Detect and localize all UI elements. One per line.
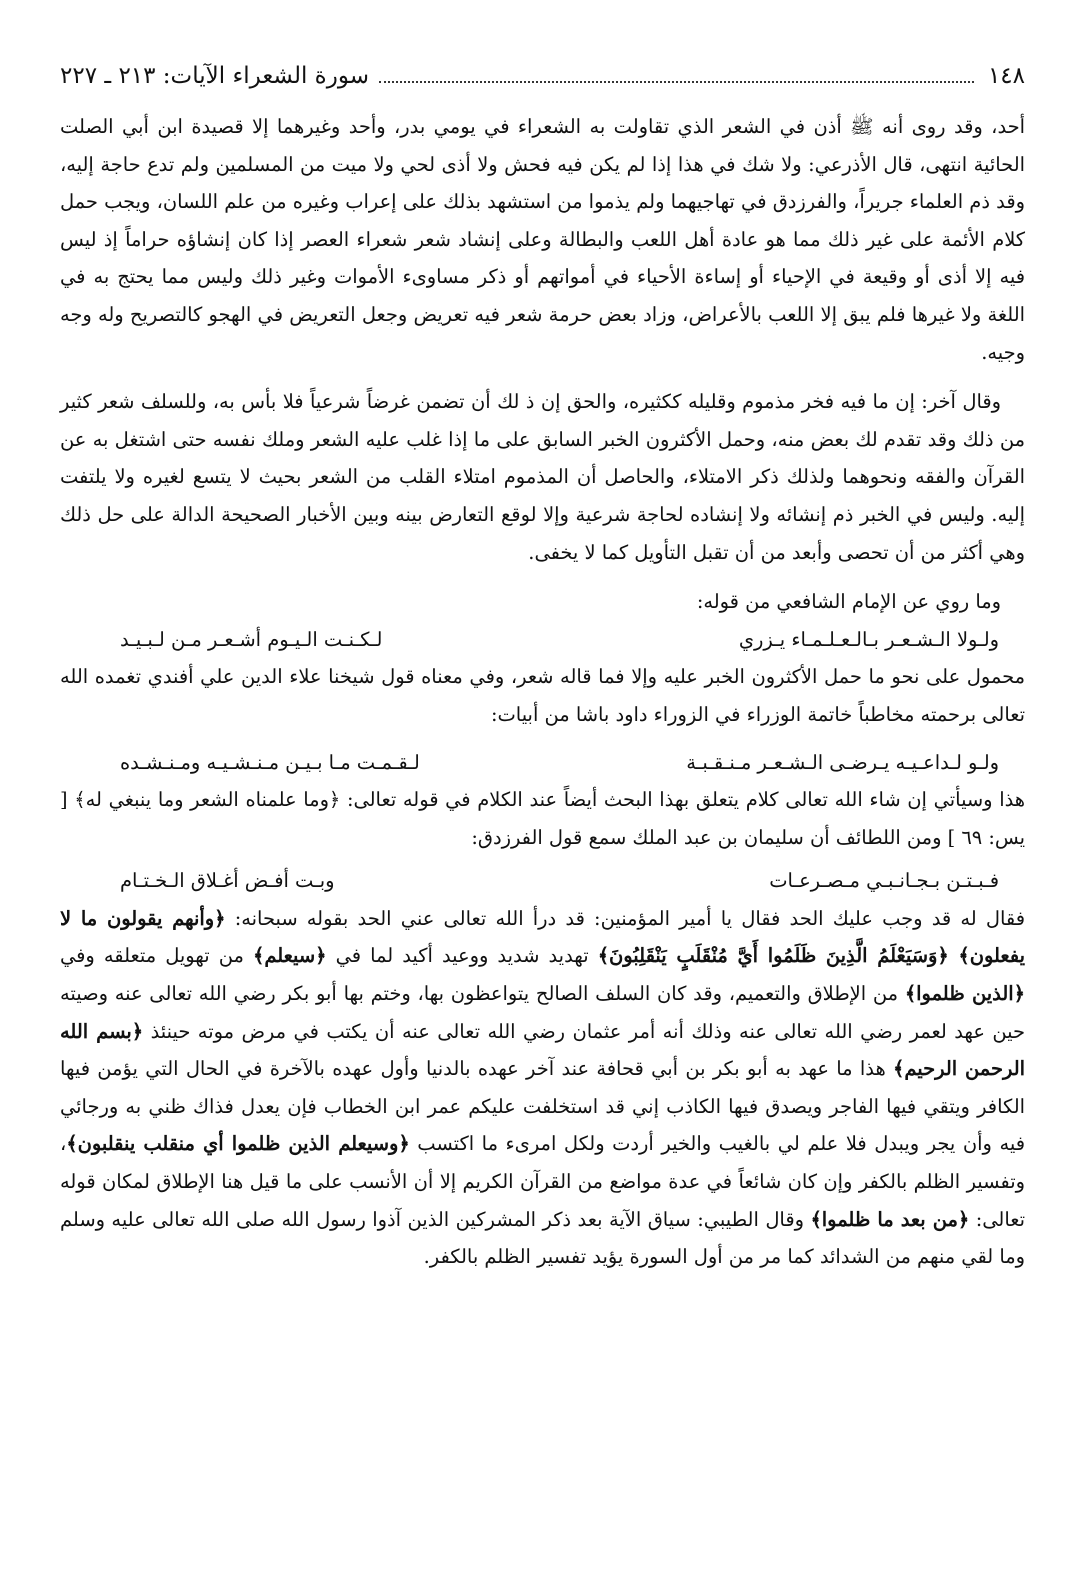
- quran-quote-1: ﴿وأنهم يقولون ما لا يفعلون﴾ ﴿وَسَيَعْلَمُ الَّذِينَ ظَلَمُوا أَيَّ مُنْقَلَبٍ يَنْقَلِبُونَ﴾: [60, 906, 1025, 968]
- paragraph-6-text-g: وقال الطيبي: سياق الآية بعد ذكر المشركين الذين آذوا رسول الله صلى الله تعالى عليه وسلم وما لقي منهم من الشدائد كما مر من أول السورة يؤيد تفسير الظلم بالكفر.: [60, 1207, 1025, 1269]
- page-number: ١٤٨: [987, 63, 1025, 89]
- quran-quote-5: ﴿وسيعلم الذين ظلموا أي منقلب ينقلبون﴾: [66, 1132, 410, 1156]
- header-dot-leader: [379, 65, 974, 83]
- verse-1-second-hemistich: لـكـنـت الـيـوم أشـعـر مـن لـبـيـد: [120, 627, 383, 651]
- paragraph-2: وقال آخر: إن ما فيه فخر مذموم وقليله ككثيره، والحق إن ذ لك أن تضمن غرضاً شرعياً فلا بأس به، وللسلف شعر كثير من ذلك وقد تقدم لك بعض منه، وحمل الأكثرون الخبر السابق على ما إذا غلب عليه الشعر وملك نفسه حتى اشتغل به عن القرآن والفقه ونحوهما ولذلك ذكر الامتلاء، والحاصل أن المذموم امتلاء القلب من الشعر بحيث لا يتسع لغيره ولا يلتفت إليه. وليس في الخبر ذم إنشائه ولا إنشاده لحاجة شرعية وإلا لوقع التعارض بينه وبين الأخبار الصحيحة الدالة على حل ذلك وهي أكثر من أن تحصى وأبعد من أن تقبل التأويل كما لا يخفى.: [60, 390, 1025, 564]
- paragraph-6-text-c: من تهويل متعلقه وفي: [60, 944, 253, 968]
- verse-3-second-hemistich: وبـت أفـض أغـلاق الـخـتـام: [120, 869, 335, 893]
- paragraph-3: وما روي عن الإمام الشافعي من قوله:: [696, 590, 1001, 614]
- quran-quote-4: ﴿بسم الله الرحمن الرحيم﴾: [60, 1019, 1025, 1081]
- running-title: سورة الشعراء الآيات: ٢١٣ ـ ٢٢٧: [60, 63, 369, 89]
- paragraph-1: أحد، وقد روى أنه ﷺ أذن في الشعر الذي تقاولت به الشعراء في يومي بدر، وأحد وغيرهما إلا قصيدة ابن أبي الصلت الحائية انتهى، قال الأذرعي: ولا شك في هذا إذا لم يكن فيه فحش ولا أذى لحي ولا ميت من المسلمين ولم تدع حاجة إليه، وقد ذم العلماء جريراً، والفرزدق في تهاجيهما ولم يذموا من استشهد بذلك على إعراب وغيره من علم اللسان، ويجب حمل كلام الأئمة على غير ذلك مما هو عادة أهل اللعب والبطالة وعلى إنشاد شعر شعراء العصر إذا كان إنشاؤه حراماً إذ ليس فيه إلا أذى أو وقيعة في الإحياء أو إساءة الأحياء في أمواتهم أو ذكر مساوىء الأموات وغير ذلك وليس مما يحتج به في اللغة ولا غيرها فلم يبق إلا اللعب بالأعراض، وزاد بعض حرمة شعر فيه تعريض وجعل التعريض في الهجو كالتصريح وله وجه وجيه.: [60, 115, 1025, 364]
- paragraph-6-text-f: ، وتفسير الظلم بالكفر وإن كان شائعاً في عدة مواضع من القرآن الكريم إلا أن الأنسب على ما قيل هنا الإطلاق لمكان قوله تعالى:: [60, 1132, 1025, 1231]
- verse-2-second-hemistich: لـقـمـت مـا بـيـن مـنـشـيـه ومـنـشـده: [120, 750, 420, 774]
- paragraph-5: هذا وسيأتي إن شاء الله تعالى كلام يتعلق بهذا البحث أيضاً عند الكلام في قوله تعالى: ﴿وما علمناه الشعر وما ينبغي له﴾ [ يس: ٦٩ ] ومن اللطائف أن سليمان بن عبد الملك سمع قول الفرزدق:: [60, 788, 1025, 849]
- verse-1-first-hemistich: ولـولا الـشـعـر بـالـعـلـمـاء يـزري: [738, 627, 999, 651]
- paragraph-6: [60, 900, 1025, 1276]
- verse-alaa-aldin: [60, 744, 1025, 782]
- body-text: [60, 108, 1025, 1276]
- page-header: [60, 58, 1025, 94]
- paragraph-6-text-d: من الإطلاق والتعميم، وقد كان السلف الصالح يتواعظون بها، وختم بها أبو بكر رضي الله تعالى عنه وصيته حين عهد لعمر رضي الله تعالى عنه وذلك أنه أمر عثمان رضي الله تعالى عنه أن يكتب في مرض موته حينئذ: [60, 982, 1025, 1043]
- verse-shafii: [60, 621, 1025, 659]
- quran-quote-6: ﴿من بعد ما ظلموا﴾: [810, 1207, 970, 1231]
- verse-3-first-hemistich: فـبـتـن بـجـانـبـي مـصـرعـات: [769, 869, 999, 893]
- quran-quote-3: ﴿الذين ظلموا﴾: [904, 982, 1025, 1006]
- paragraph-6-text-b: تهديد شديد ووعيد أكيد لما في: [326, 944, 598, 968]
- paragraph-4: محمول على نحو ما حمل الأكثرون الخبر عليه وإلا فما قاله شعر، وفي معناه قول شيخنا علاء الدين علي أفندي تغمده الله تعالى برحمته مخاطباً خاتمة الوزراء في الزوراء داود باشا من أبيات:: [60, 665, 1025, 726]
- paragraph-6-text-e: هذا ما عهد به أبو بكر بن أبي قحافة عند آخر عهده بالدنيا وأول عهده بالآخرة في الحال التي يؤمن فيها الكافر ويتقي فيها الفاجر ويصدق فيها الكاذب إني قد استخلفت عليكم عمر ابن الخطاب فإن يعدل فذاك ظني به ورجائي فيه وأن يجر ويبدل فلا علم لي بالغيب والخير أردت ولكل امرىء ما اكتسب: [60, 1057, 1025, 1156]
- verse-2-first-hemistich: ولـو لـداعـيـه يـرضـى الـشـعـر مـنـقـبـة: [686, 750, 999, 774]
- verse-farazdaq: [60, 862, 1025, 900]
- paragraph-6-text-a: فقال له قد وجب عليك الحد فقال يا أمير المؤمنين: قد درأ الله تعالى عني الحد بقوله سبحانه:: [225, 906, 1025, 930]
- quran-quote-2: ﴿سيعلم﴾: [252, 944, 327, 968]
- document-page: [60, 58, 1025, 1562]
